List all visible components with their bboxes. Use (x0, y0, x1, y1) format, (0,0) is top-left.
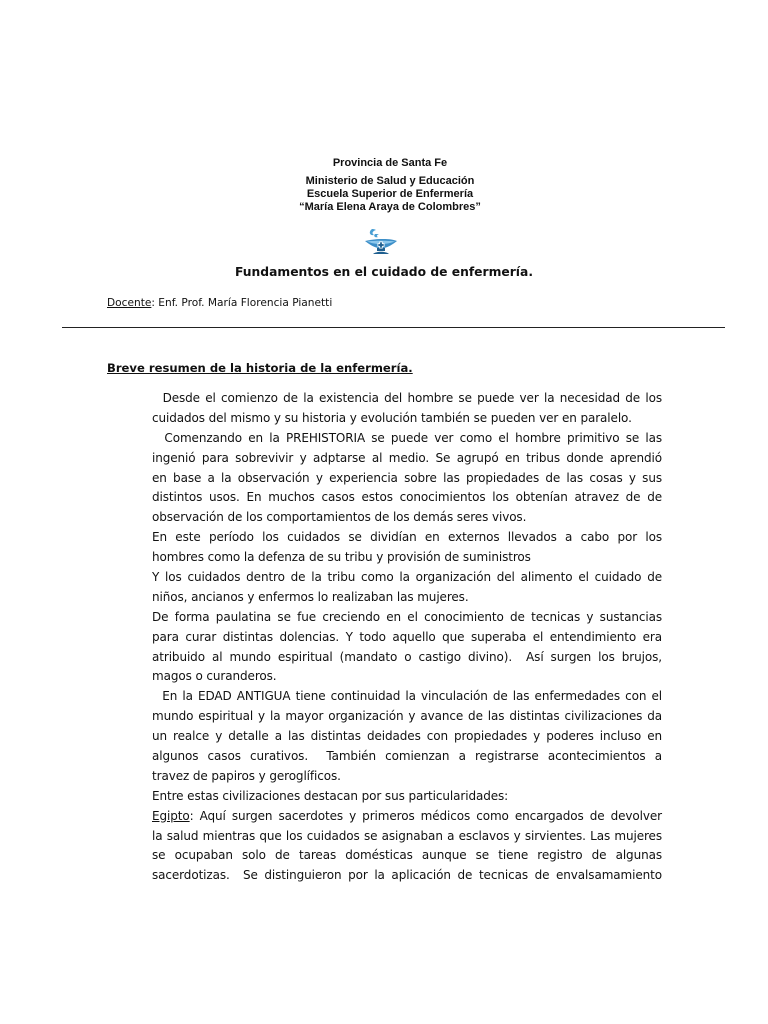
body-line: travez de papiros y geroglíficos. (152, 768, 341, 783)
institution-header (0, 157, 768, 214)
body-line: magos o curanderos. (152, 669, 277, 684)
body-line: mundo espiritual y la mayor organización y avance de las distintas civilizaciones da (152, 709, 662, 724)
school-line: Escuela Superior de Enfermería (306, 188, 474, 200)
body-line: En este período los cuidados se dividían en externos llevados a cabo por los (152, 530, 662, 545)
document-title: Fundamentos en el cuidado de enfermería. (234, 265, 533, 279)
body-line (152, 807, 662, 827)
body-line: De forma paulatina se fue creciendo en el conocimiento de tecnicas y sustancias (152, 609, 662, 624)
body-line: En la EDAD ANTIGUA tiene continuidad la vinculación de las enfermedades con el (152, 689, 662, 704)
body-line: distintos usos. En muchos casos estos conocimientos los obtenían atravez de de (152, 490, 662, 505)
body-line: hombres como la defenza de su tribu y provisión de suministros (152, 550, 531, 565)
body-line: observación de los comportamientos de los demás seres vivos. (152, 510, 527, 525)
body-line: algunos casos curativos. También comienzan a registrarse acontecimientos a (152, 749, 662, 764)
ministry-line: Ministerio de Salud y Educación (305, 175, 475, 187)
body-line: niños, ancianos y enfermos lo realizaban las mujeres. (152, 589, 469, 604)
body-line: cuidados del mismo y su historia y evolución también se pueden ver en paralelo. (152, 410, 632, 425)
school-name-line: “María Elena Araya de Colombres” (299, 201, 481, 213)
egypt-text: : Aquí surgen sacerdotes y primeros médicos como encargados de devolver (189, 808, 662, 823)
body-line: la salud mientras que los cuidados se asignaban a esclavos y sirvientes. Las mujeres (152, 828, 662, 843)
body-line: ingenió para sobrevivir y adptarse al medio. Se agrupó en tribus donde aprendió (152, 450, 662, 465)
body-line: Entre estas civilizaciones destacan por sus particularidades: (152, 788, 509, 803)
body-line: Comenzando en la PREHISTORIA se puede ver como el hombre primitivo se las (152, 430, 662, 445)
teacher-name: : Enf. Prof. María Florencia Pianetti (151, 297, 333, 309)
egypt-label: Egipto (152, 808, 190, 823)
teacher-line (107, 296, 332, 310)
province-line: Provincia de Santa Fe (332, 157, 448, 169)
body-line: sacerdotizas. Se distinguieron por la aplicación de tecnicas de envalsamamiento (152, 868, 662, 883)
body-line: un realce y detalle a las distintas deidades con propiedades y poderes incluso en (152, 729, 662, 744)
section-title: Breve resumen de la historia de la enfermería. (107, 361, 413, 375)
body-line: para curar distintas dolencias. Y todo aquello que superaba el entendimiento era (152, 629, 662, 644)
body-line: atribuido al mundo espiritual (mandato o castigo divino). Así surgen los brujos, (152, 649, 662, 664)
body-line: se ocupaban solo de tareas domésticas aunque se tiene registro de algunas (152, 848, 662, 863)
horizontal-divider (62, 327, 725, 328)
body-line: Y los cuidados dentro de la tribu como la organización del alimento el cuidado de (152, 570, 662, 585)
nursing-lamp-icon (362, 226, 400, 258)
body-text (152, 389, 662, 886)
body-line: Desde el comienzo de la existencia del hombre se puede ver la necesidad de los (152, 391, 662, 405)
teacher-label: Docente (107, 297, 152, 309)
body-line: en base a la observación y experiencia sobre las propiedades de las cosas y sus (152, 470, 662, 485)
